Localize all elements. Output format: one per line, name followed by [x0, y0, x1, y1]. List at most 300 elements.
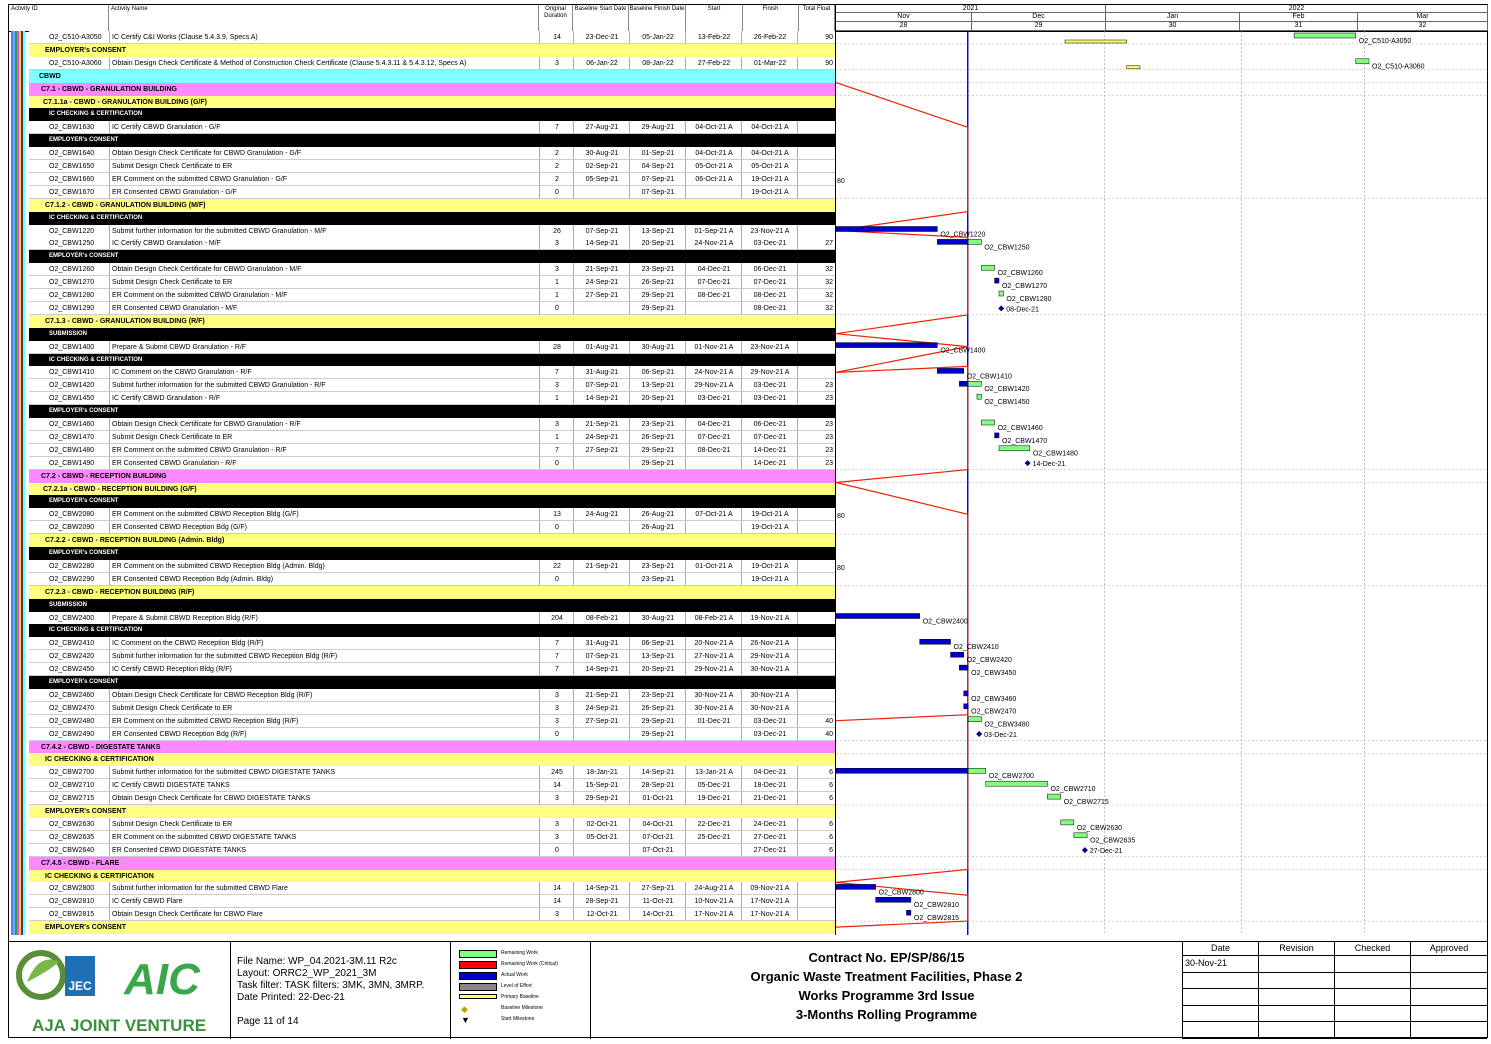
legend-swatch [459, 994, 497, 999]
activity-row[interactable] [29, 779, 835, 792]
activity-st: 29-Nov-21 A [685, 663, 742, 676]
activity-row[interactable] [29, 908, 835, 921]
wbs-band-black[interactable] [29, 250, 835, 263]
activity-row[interactable] [29, 418, 835, 431]
activity-dur: 14 [539, 31, 574, 44]
activity-name: ER Consented CBWD Reception Bdg (Admin. Bldg) [109, 573, 540, 586]
activity-fl [797, 160, 835, 173]
gantt-bar-actual[interactable] [995, 433, 999, 438]
activity-id: O2_CBW2635 [49, 833, 95, 841]
activity-id: O2_CBW2450 [49, 666, 95, 674]
activity-st: 07-Oct-21 A [685, 508, 742, 521]
activity-row[interactable] [29, 186, 835, 199]
activity-name: Obtain Design Check Certificate for CBWD Granulation - G/F [109, 147, 540, 160]
activity-fl [797, 663, 835, 676]
wbs-band-yellow[interactable] [29, 921, 835, 934]
activity-bf: 29-Sep-21 [629, 715, 686, 728]
activity-fn: 08-Dec-21 [741, 289, 798, 302]
activity-id: O2_CBW2810 [49, 898, 95, 906]
activity-fn: 29-Nov-21 A [741, 366, 798, 379]
wbs-band-yellow[interactable] [29, 44, 835, 57]
activity-name: IC Certify C&I Works (Clause 5.4.3.9, Specs A) [109, 31, 540, 44]
activity-fn: 07-Dec-21 [741, 431, 798, 444]
activity-bs [573, 302, 630, 315]
activity-dur: 0 [539, 302, 574, 315]
wbs-band-yellow[interactable] [29, 805, 835, 818]
activity-row[interactable] [29, 895, 835, 908]
activity-name: IC Certify CBWD Granulation - M/F [109, 237, 540, 250]
wbs-band-black[interactable] [29, 108, 835, 121]
gantt-bar-remaining[interactable] [977, 394, 981, 399]
activity-row[interactable] [29, 457, 835, 470]
milestone-marker[interactable] [976, 731, 982, 737]
wbs-band-black[interactable] [29, 547, 835, 560]
activity-id: O2_CBW2420 [49, 653, 95, 661]
wbs-band-yellow[interactable] [29, 586, 835, 599]
activity-row[interactable] [29, 663, 835, 676]
activity-row[interactable] [29, 276, 835, 289]
gantt-bar-remaining[interactable] [1074, 833, 1087, 838]
timescale-week: 32 [1358, 22, 1488, 31]
gantt-bar-actual[interactable] [836, 884, 876, 889]
activity-name: Prepare & Submit CBWD Granulation - R/F [109, 341, 540, 354]
activity-fl [797, 508, 835, 521]
activity-row[interactable] [29, 121, 835, 134]
wbs-label: EMPLOYER's CONSENT [49, 498, 119, 505]
activity-bs: 14-Sep-21 [573, 663, 630, 676]
revision-header: Revision [1259, 942, 1335, 956]
activity-st: 08-Dec-21 [685, 289, 742, 302]
activity-row[interactable] [29, 444, 835, 457]
milestone-marker[interactable] [998, 305, 1004, 311]
activity-row[interactable] [29, 882, 835, 895]
gantt-bar-remaining[interactable] [968, 381, 981, 386]
activity-fn: 30-Nov-21 A [741, 689, 798, 702]
wbs-band-black[interactable] [29, 328, 835, 341]
activity-bs [573, 728, 630, 741]
activity-st: 01-Oct-21 A [685, 560, 742, 573]
activity-row[interactable] [29, 689, 835, 702]
gantt-bar-remaining[interactable] [986, 781, 1048, 786]
date-printed: Date Printed: 22-Dec-21 [237, 992, 345, 1003]
gantt-bar-actual[interactable] [906, 910, 910, 915]
activity-st: 01-Nov-21 A [685, 341, 742, 354]
column-header-4[interactable]: Baseline Start Date [573, 5, 629, 31]
activity-fn: 07-Dec-21 [741, 276, 798, 289]
activity-row[interactable] [29, 650, 835, 663]
wbs-band-black[interactable] [29, 624, 835, 637]
column-header [9, 5, 835, 32]
revision-cell [1259, 956, 1335, 973]
activity-id: O2_CBW2700 [49, 769, 95, 777]
bar-label: O2_CBW1220 [940, 231, 986, 239]
activity-bf: 14-Oct-21 [629, 908, 686, 921]
activity-id: O2_CBW1460 [49, 421, 95, 428]
activity-dur: 0 [539, 186, 574, 199]
activity-fn: 06-Dec-21 [741, 263, 798, 276]
activity-dur: 3 [539, 715, 574, 728]
activity-fl: 32 [797, 302, 835, 315]
column-header-7[interactable]: Finish [743, 5, 799, 31]
activity-row[interactable] [29, 728, 835, 741]
activity-bs: 02-Oct-21 [573, 818, 630, 831]
wbs-label: EMPLOYER's CONSENT [49, 408, 119, 415]
activity-row[interactable] [29, 792, 835, 805]
activity-dur: 0 [539, 728, 574, 741]
activity-id: O2_CBW2710 [49, 782, 95, 790]
activity-dur: 7 [539, 366, 574, 379]
activity-id: O2_CBW2080 [49, 511, 95, 519]
timescale-week: 30 [1106, 22, 1240, 31]
activity-fl [797, 573, 835, 586]
revision-cell [1335, 1006, 1411, 1023]
wbs-band-black[interactable] [29, 405, 835, 418]
wbs-band-yellow[interactable] [29, 753, 835, 766]
activity-bf: 29-Sep-21 [629, 302, 686, 315]
wbs-label: EMPLOYER's CONSENT [45, 46, 127, 54]
wbs-band-black[interactable] [29, 676, 835, 689]
gantt-bar-remaining[interactable] [999, 446, 1030, 451]
activity-name: IC Certify CBWD DIGESTATE TANKS [109, 779, 540, 792]
wbs-label: EMPLOYER's CONSENT [45, 924, 127, 932]
activity-row[interactable] [29, 818, 835, 831]
activity-row[interactable] [29, 263, 835, 276]
wbs-band-yellow[interactable] [29, 483, 835, 496]
gantt-bar-remaining[interactable] [1047, 794, 1060, 799]
bar-label: O2_CBW2815 [913, 915, 960, 923]
activity-dur: 3 [539, 57, 574, 70]
wbs-band-black[interactable] [29, 354, 835, 367]
activity-row[interactable] [29, 57, 835, 70]
wbs-label: IC CHECKING & CERTIFICATION [45, 756, 154, 764]
activity-st: 04-Dec-21 [685, 263, 742, 276]
wbs-band-pink[interactable] [29, 741, 835, 754]
activity-st: 08-Dec-21 [685, 444, 742, 457]
column-header-3[interactable]: Original Duration [539, 5, 573, 31]
wbs-label: C7.4.5 - CBWD - FLARE [41, 859, 120, 867]
activity-id: O2_CBW2800 [49, 885, 95, 893]
column-header-5[interactable]: Baseline Finish Date [629, 5, 686, 31]
activity-row[interactable] [29, 831, 835, 844]
activity-row[interactable] [29, 508, 835, 521]
wbs-band-black[interactable] [29, 495, 835, 508]
aic-logo-text: AIC [124, 955, 200, 1004]
revision-cell [1259, 973, 1335, 990]
activity-st: 20-Nov-21 A [685, 637, 742, 650]
activity-fn: 19-Oct-21 A [741, 573, 798, 586]
activity-row[interactable] [29, 766, 835, 779]
activity-bf: 06-Sep-21 [629, 637, 686, 650]
revision-cell [1183, 989, 1259, 1006]
activity-name: Obtain Design Check Certificate for CBWD Granulation - R/F [109, 418, 540, 431]
gantt-bar-actual[interactable] [959, 665, 968, 670]
gantt-bar-remaining[interactable] [968, 239, 981, 244]
wbs-band-black[interactable] [29, 134, 835, 147]
gantt-bar-actual[interactable] [920, 639, 951, 644]
revision-cell [1411, 956, 1487, 973]
gantt-bar-actual[interactable] [964, 704, 968, 709]
activity-name: Prepare & Submit CBWD Reception Bldg (R/F) [109, 612, 540, 625]
activity-bf: 26-Aug-21 [629, 521, 686, 534]
wbs-label: C7.1.3 - CBWD - GRANULATION BUILDING (R/F) [45, 317, 205, 325]
activity-row[interactable] [29, 560, 835, 573]
activity-row[interactable] [29, 237, 835, 250]
contract-title: Contract No. EP/SP/86/15 [808, 950, 965, 965]
activity-st: 13-Feb-22 [685, 31, 742, 44]
activity-fl [797, 521, 835, 534]
activity-fn: 03-Dec-21 [741, 392, 798, 405]
activity-bs [573, 573, 630, 586]
activity-st: 10-Nov-21 A [685, 895, 742, 908]
activity-st: 24-Nov-21 A [685, 237, 742, 250]
leaf-icon [27, 960, 59, 983]
activity-fn: 04-Oct-21 A [741, 121, 798, 134]
gantt-bar-actual[interactable] [937, 368, 963, 373]
activity-dur: 3 [539, 792, 574, 805]
activity-bs: 06-Jan-22 [573, 57, 630, 70]
revision-cell [1259, 989, 1335, 1006]
activity-row[interactable] [29, 715, 835, 728]
milestone-marker[interactable] [1082, 847, 1088, 853]
activity-row[interactable] [29, 160, 835, 173]
activity-fn: 06-Dec-21 [741, 418, 798, 431]
gantt-bar-remaining[interactable] [968, 768, 986, 773]
activity-row[interactable] [29, 702, 835, 715]
activity-row[interactable] [29, 392, 835, 405]
gantt-bar-remaining[interactable] [968, 717, 981, 722]
wbs-label: IC CHECKING & CERTIFICATION [49, 111, 143, 118]
wbs-label: EMPLOYER's CONSENT [49, 679, 119, 685]
wbs-band-yellow[interactable] [29, 870, 835, 883]
activity-row[interactable] [29, 302, 835, 315]
logo-box [9, 942, 231, 1039]
activity-bf: 06-Sep-21 [629, 366, 686, 379]
wbs-band-black[interactable] [29, 212, 835, 225]
milestone-marker[interactable] [1025, 460, 1031, 466]
wbs-band-yellow[interactable] [29, 199, 835, 212]
activity-bs: 23-Dec-21 [573, 31, 630, 44]
activity-st [685, 728, 742, 741]
revision-cell [1335, 989, 1411, 1006]
activity-row[interactable] [29, 431, 835, 444]
activity-row[interactable] [29, 341, 835, 354]
programme-type: 3-Months Rolling Programme [795, 1007, 978, 1022]
wbs-label: C7.2.2 - CBWD - RECEPTION BUILDING (Admin. Bldg) [45, 537, 225, 545]
gantt-bar-actual[interactable] [951, 652, 964, 657]
wbs-band-pink[interactable] [29, 83, 835, 96]
wbs-band-pink[interactable] [29, 470, 835, 483]
column-header-1[interactable]: Activity ID [9, 5, 109, 31]
activity-name: ER Comment on the submitted CBWD Reception Bldg (G/F) [109, 508, 540, 521]
wbs-band-yellow[interactable] [29, 315, 835, 328]
gantt-bar-actual[interactable] [836, 768, 968, 773]
activity-dur: 3 [539, 379, 574, 392]
activity-name: IC Certify CBWD Reception Bldg (R/F) [109, 663, 540, 676]
activity-fn: 27-Dec-21 [741, 844, 798, 857]
activity-row[interactable] [29, 612, 835, 625]
activity-row[interactable] [29, 173, 835, 186]
bar-label: O2_CBW2470 [971, 708, 1017, 716]
wbs-band-yellow[interactable] [29, 534, 835, 547]
gantt-bar-remaining[interactable] [1294, 33, 1356, 38]
activity-id: O2_CBW1220 [49, 227, 95, 235]
activity-dur: 1 [539, 431, 574, 444]
gantt-bar-remaining[interactable] [981, 420, 994, 425]
bar-label: O2_CBW2715 [1063, 799, 1109, 806]
activity-bs [573, 186, 630, 199]
bar-label: O2_CBW1470 [1001, 437, 1048, 445]
gantt-bar-actual[interactable] [995, 278, 999, 283]
baseline-milestone-icon: ◆ [461, 1004, 468, 1014]
bar-label: O2_CBW1460 [997, 424, 1043, 432]
gantt-bar-remaining[interactable] [1061, 820, 1074, 825]
wbs-label: EMPLOYER's CONSENT [49, 550, 119, 556]
activity-st: 24-Aug-21 A [685, 882, 742, 895]
gantt-bar-actual[interactable] [937, 239, 968, 244]
gantt-bar-actual[interactable] [959, 381, 968, 386]
activity-bs: 24-Sep-21 [573, 431, 630, 444]
activity-name: ER Comment on the submitted CBWD Granulation - M/F [109, 289, 540, 302]
activity-name: Obtain Design Check Certificate & Method of Construction Check Certificate (Clause 5.4.3.11 & 5.4.3.12, Specs A) [109, 57, 540, 70]
activity-bs: 07-Sep-21 [573, 225, 630, 238]
activity-name: Submit Design Check Certificate to ER [109, 431, 540, 444]
gantt-bar-actual[interactable] [836, 614, 920, 619]
revision-header: Checked [1335, 942, 1411, 956]
gantt-bar-actual[interactable] [836, 343, 937, 348]
activity-id: O2_CBW1480 [49, 446, 95, 454]
gantt-bar-baseline[interactable] [1065, 40, 1127, 43]
wbs-label: C7.1.2 - CBWD - GRANULATION BUILDING (M/F) [45, 201, 206, 209]
wbs-label: C7.2 - CBWD - RECEPTION BUILDING [41, 472, 167, 480]
wbs-band-cyan[interactable] [29, 70, 835, 83]
activity-fl: 6 [797, 818, 835, 831]
activity-st: 13-Jan-21 A [685, 766, 742, 779]
activity-name: Submit further information for the submitted CBWD Granulation - M/F [109, 225, 540, 238]
activity-dur: 245 [539, 766, 574, 779]
wbs-label: IC CHECKING & CERTIFICATION [49, 356, 143, 363]
activity-fl [797, 366, 835, 379]
revision-cell: 30-Nov-21 [1183, 956, 1259, 973]
activity-bf: 05-Jan-22 [629, 31, 686, 44]
activity-name: IC Comment on the CBWD Granulation - R/F [109, 366, 540, 379]
activity-row[interactable] [29, 31, 835, 44]
activity-dur: 14 [539, 779, 574, 792]
activity-fn: 18-Dec-21 [741, 779, 798, 792]
activity-row[interactable] [29, 637, 835, 650]
project-title: Organic Waste Treatment Facilities, Phase 2 [750, 969, 1023, 984]
gantt-bar-actual[interactable] [836, 227, 937, 232]
leaf-circle-icon [19, 953, 63, 997]
wbs-band-yellow[interactable] [29, 96, 835, 109]
activity-bf: 07-Oct-21 [629, 844, 686, 857]
activity-name: ER Consented CBWD Granulation - R/F [109, 457, 540, 470]
activity-row[interactable] [29, 844, 835, 857]
activity-row[interactable] [29, 521, 835, 534]
activity-fl: 32 [797, 276, 835, 289]
activity-bf: 07-Oct-21 [629, 831, 686, 844]
gantt-bar-actual[interactable] [964, 691, 968, 696]
wbs-label: C7.4.2 - CBWD - DIGESTATE TANKS [41, 743, 161, 751]
wbs-label: IC CHECKING & CERTIFICATION [45, 872, 154, 880]
activity-st: 04-Dec-21 [685, 418, 742, 431]
activity-st [685, 521, 742, 534]
activity-fl [797, 121, 835, 134]
revision-cell [1183, 973, 1259, 990]
bar-label: O2_CBW1250 [984, 244, 1030, 252]
activity-id: O2_CBW1290 [49, 304, 95, 312]
activity-dur: 7 [539, 121, 574, 134]
activity-bf: 01-Oct-21 [629, 792, 686, 805]
activity-id: O2_CBW1490 [49, 459, 95, 467]
activity-row[interactable] [29, 225, 835, 238]
activity-bs: 21-Sep-21 [573, 418, 630, 431]
activity-st: 05-Oct-21 A [685, 160, 742, 173]
legend-label: Baseline Milestone [501, 1005, 543, 1011]
gantt-bar-baseline[interactable] [1127, 66, 1140, 69]
column-header-2[interactable]: Activity Name [109, 5, 539, 31]
timescale-month: Jan [1106, 13, 1240, 22]
activity-bs: 18-Jan-21 [573, 766, 630, 779]
activity-dur: 1 [539, 276, 574, 289]
activity-st: 27-Nov-21 A [685, 650, 742, 663]
activity-dur: 0 [539, 457, 574, 470]
activity-fl [797, 173, 835, 186]
timescale-year: 2021 [836, 5, 1106, 13]
activity-bs: 12-Oct-21 [573, 908, 630, 921]
column-header-6[interactable]: Start [686, 5, 743, 31]
activity-bf: 20-Sep-21 [629, 392, 686, 405]
activity-fl: 23 [797, 457, 835, 470]
legend-label: Start Milestone [501, 1016, 535, 1022]
activity-bf: 23-Sep-21 [629, 263, 686, 276]
wbs-label: SUBMISSION [49, 601, 88, 608]
bar-label: O2_C510-A3050 [1358, 37, 1412, 45]
activity-bf: 01-Sep-21 [629, 147, 686, 160]
activity-bf: 26-Sep-21 [629, 276, 686, 289]
bar-label: 14-Dec-21 [1032, 461, 1066, 469]
wbs-band-pink[interactable] [29, 857, 835, 870]
activity-st: 05-Dec-21 [685, 779, 742, 792]
activity-fl [797, 882, 835, 895]
activity-row[interactable] [29, 573, 835, 586]
activity-st: 07-Dec-21 [685, 431, 742, 444]
activity-bs: 31-Aug-21 [573, 366, 630, 379]
activity-row[interactable] [29, 147, 835, 160]
gantt-bar-actual[interactable] [876, 897, 911, 902]
gantt-bar-remaining[interactable] [981, 265, 994, 270]
activity-row[interactable] [29, 289, 835, 302]
activity-dur: 7 [539, 637, 574, 650]
column-header-8[interactable]: Total Float [799, 5, 835, 31]
activity-dur: 13 [539, 508, 574, 521]
activity-id: O2_CBW1470 [49, 433, 95, 441]
timescale-week: 28 [836, 22, 972, 31]
gantt-bar-remaining[interactable] [999, 291, 1003, 296]
activity-row[interactable] [29, 366, 835, 379]
revision-cell [1183, 1022, 1259, 1039]
wbs-band-black[interactable] [29, 599, 835, 612]
revision-header: Date [1183, 942, 1259, 956]
activity-id: O2_CBW2460 [49, 691, 95, 699]
gantt-bar-remaining[interactable] [1356, 59, 1369, 64]
activity-name: IC Certify CBWD Granulation - G/F [109, 121, 540, 134]
activity-id: O2_CBW2640 [49, 846, 95, 854]
activity-dur: 7 [539, 650, 574, 663]
activity-row[interactable] [29, 379, 835, 392]
activity-name: Obtain Design Check Certificate for CBWD Reception Bldg (R/F) [109, 689, 540, 702]
activity-bs: 08-Feb-21 [573, 612, 630, 625]
bar-label: O2_CBW1410 [966, 373, 1012, 381]
